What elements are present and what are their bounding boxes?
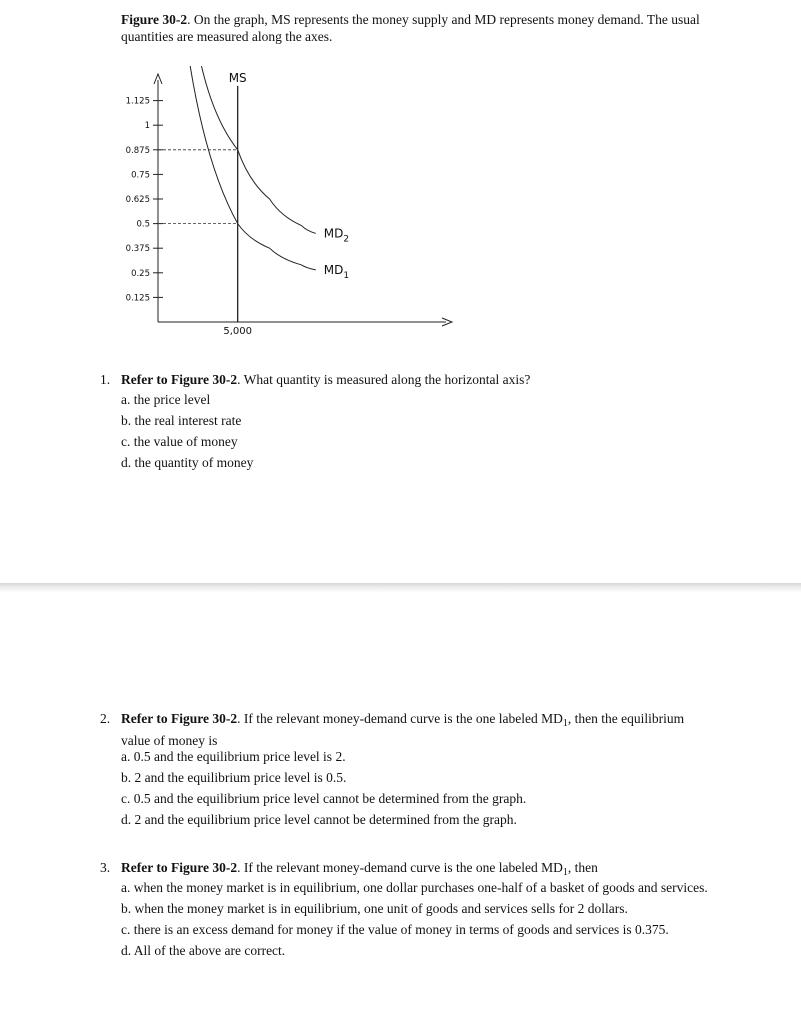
- option-c[interactable]: c. there is an excess demand for money if the value of money in terms of goods and services is 0.375.: [121, 922, 669, 937]
- options-list: [121, 391, 711, 475]
- md1-curve: [190, 66, 316, 270]
- question-number: 2.: [100, 711, 111, 726]
- y-ticks: [126, 97, 252, 337]
- y-tick-label: 0.375: [125, 244, 150, 255]
- md1-label: $MD_1$: [323, 262, 350, 281]
- stem-text-post: , then the equilibrium value of money is: [121, 711, 685, 748]
- stem-text: . What quantity is measured along the horizontal axis?: [237, 372, 531, 387]
- options-list: [121, 879, 711, 963]
- option-a[interactable]: a. 0.5 and the equilibrium price level is 2.: [121, 749, 346, 764]
- question-number: 1.: [100, 372, 111, 387]
- money-market-chart: [110, 66, 470, 348]
- figure-ref: Refer to Figure 30-2: [121, 711, 238, 726]
- y-tick-label: 1: [144, 121, 150, 132]
- question-stem: [121, 371, 711, 388]
- stem-text-pre: . If the relevant money-demand curve is the one labeled MD: [237, 860, 563, 875]
- y-tick-label: 0.75: [131, 170, 150, 181]
- option-c[interactable]: c. the value of money: [121, 434, 238, 449]
- option-d[interactable]: d. 2 and the equilibrium price level cannot be determined from the graph.: [121, 812, 517, 827]
- question-stem: [121, 859, 711, 881]
- md-subscript: 1: [562, 718, 568, 729]
- option-c[interactable]: c. 0.5 and the equilibrium price level cannot be determined from the graph.: [121, 791, 527, 806]
- figure-caption-text: . On the graph, MS represents the money supply and MD represents money demand. The usual quantities are measured along the axes.: [121, 12, 700, 44]
- series-subscript: 2: [343, 234, 350, 245]
- option-b[interactable]: b. the real interest rate: [121, 413, 242, 428]
- md2-label: $MD_2$: [323, 226, 350, 245]
- stem-text-pre: . If the relevant money-demand curve is the one labeled MD: [237, 711, 563, 726]
- page-bottom: [0, 593, 801, 1024]
- figure-ref: Refer to Figure 30-2: [121, 860, 238, 875]
- x-tick-label: 5,000: [223, 326, 253, 337]
- figure-label: Figure 30-2: [121, 12, 188, 27]
- y-tick-label: 0.5: [136, 219, 150, 230]
- md-subscript: 1: [562, 867, 568, 878]
- page-separator: [0, 583, 801, 593]
- option-d[interactable]: d. All of the above are correct.: [121, 943, 286, 958]
- y-tick-label: 0.625: [125, 195, 150, 205]
- y-tick-label: 0.25: [131, 268, 150, 279]
- y-tick-label: 0.875: [125, 145, 150, 156]
- options-list: [121, 748, 711, 832]
- series-labels: [229, 71, 349, 281]
- dashed-guides: [158, 150, 238, 224]
- option-a[interactable]: a. the price level: [121, 392, 211, 407]
- option-b[interactable]: b. 2 and the equilibrium price level is 0.5.: [121, 770, 347, 785]
- figure-caption: [121, 11, 721, 45]
- y-tick-label: 1.125: [125, 96, 150, 107]
- option-b[interactable]: b. when the money market is in equilibrium, one unit of goods and services sells for 2 dollars.: [121, 901, 628, 916]
- stem-text-post: , then: [567, 860, 598, 875]
- chart-curves: [190, 66, 316, 322]
- series-subscript: 1: [343, 270, 350, 281]
- y-tick-label: 0.125: [125, 293, 150, 304]
- question-number: 3.: [100, 860, 111, 875]
- ms-label: MS: [228, 70, 247, 85]
- option-d[interactable]: d. the quantity of money: [121, 455, 254, 470]
- figure-ref: Refer to Figure 30-2: [121, 372, 238, 387]
- option-a[interactable]: a. when the money market is in equilibrium, one dollar purchases one-half of a basket of goods and services.: [121, 880, 708, 895]
- question-stem: [121, 710, 711, 749]
